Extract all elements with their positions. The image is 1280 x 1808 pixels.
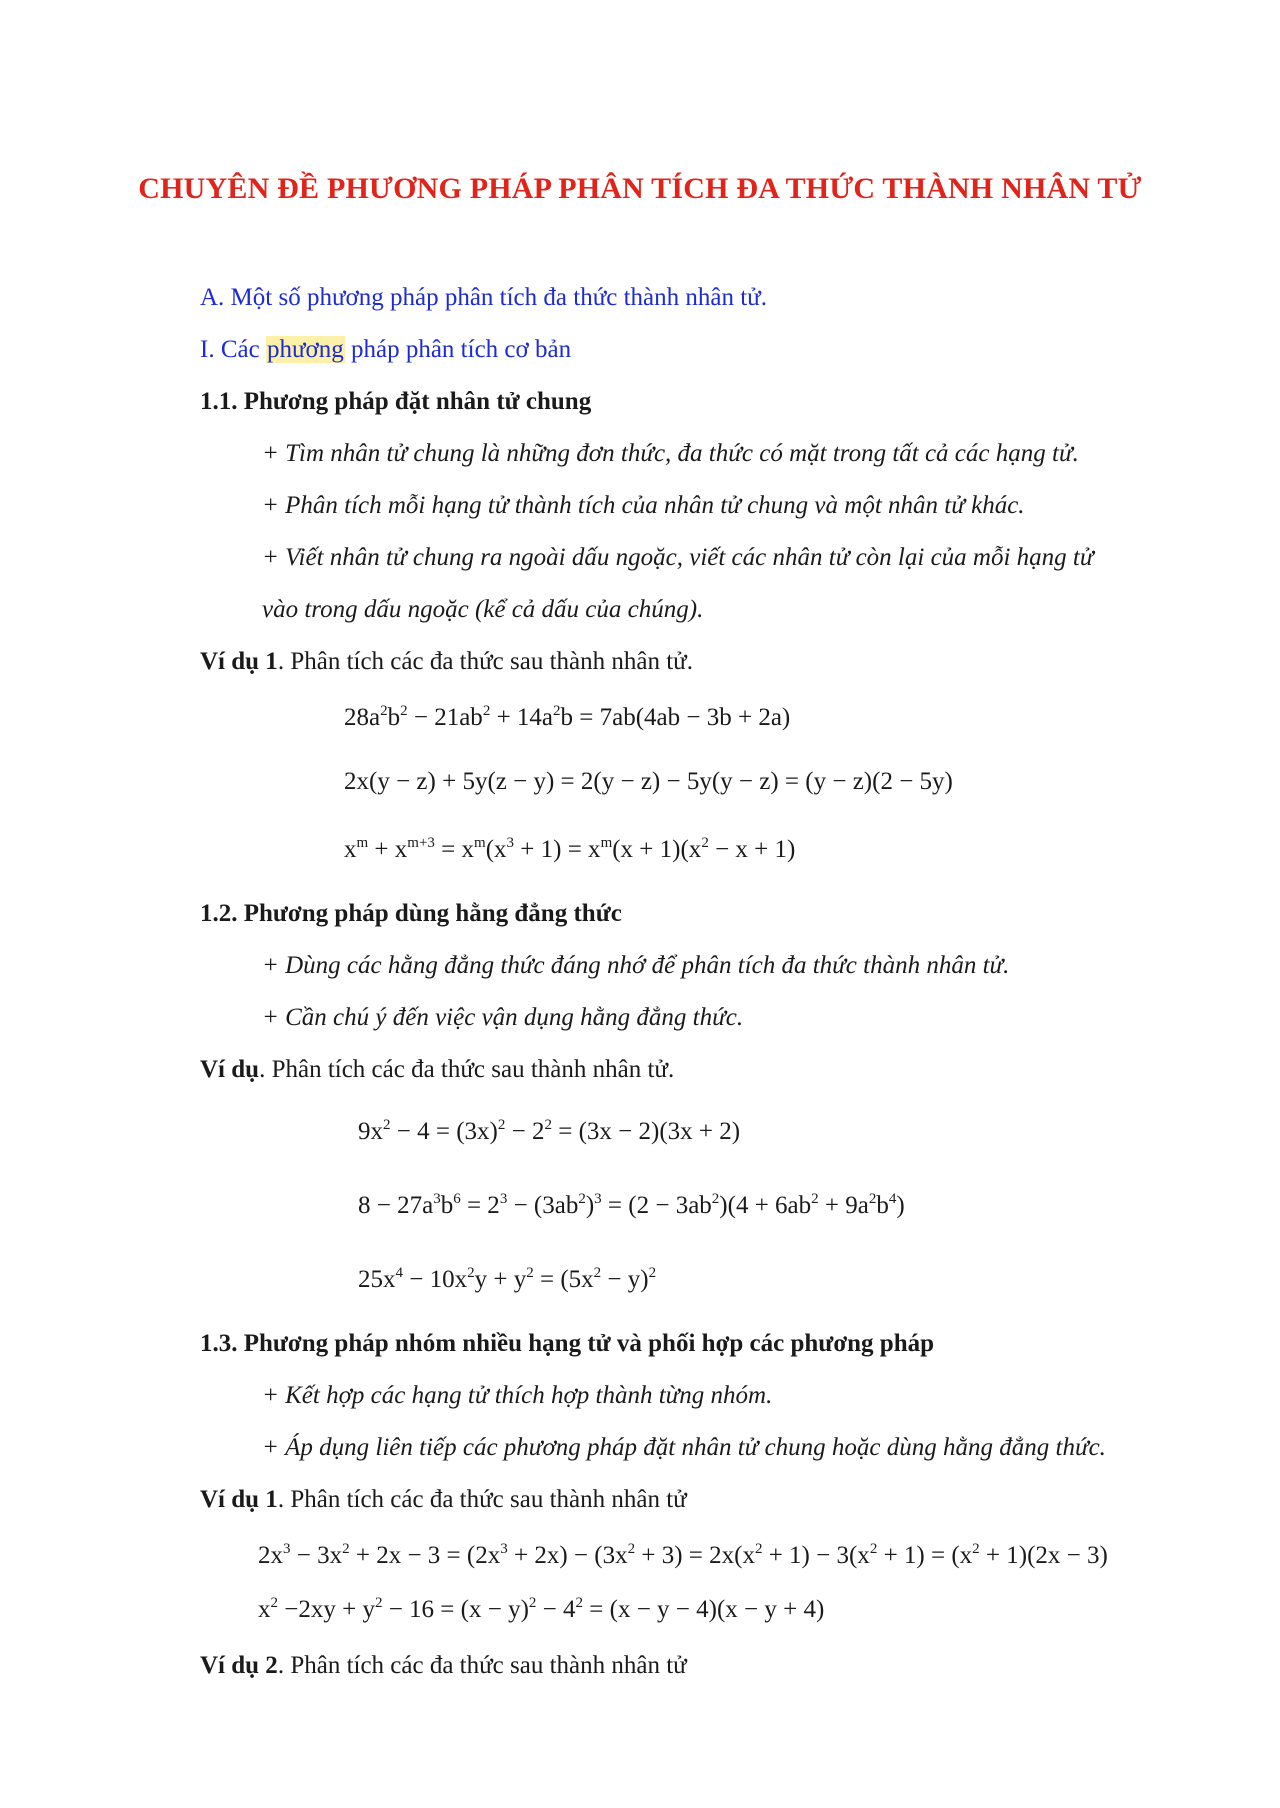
example-label: Ví dụ 2 xyxy=(200,1652,278,1679)
section-1-1-heading: 1.1. Phương pháp đặt nhân tử chung xyxy=(200,388,592,415)
section-a-heading: A. Một số phương pháp phân tích đa thức thành nhân tử. xyxy=(200,284,767,311)
s13-example2-line xyxy=(200,1650,687,1682)
equation: $x^2 -2xy + y^2 - 16 = (x - y)^2 - 4^2 = (x - y - 4)(x - y + 4)$ xyxy=(258,1595,825,1623)
section-i-suffix: pháp phân tích cơ bản xyxy=(344,336,572,363)
s11-example-line xyxy=(200,646,693,678)
s12-example-line xyxy=(200,1054,674,1086)
s13-bullet: + Áp dụng liên tiếp các phương pháp đặt nhân tử chung hoặc dùng hằng đẳng thức. xyxy=(262,1434,1106,1461)
section-i-heading xyxy=(200,334,571,366)
section-1-2-heading: 1.2. Phương pháp dùng hằng đẳng thức xyxy=(200,900,622,927)
s12-bullet: + Cần chú ý đến việc vận dụng hằng đẳng thức. xyxy=(262,1004,744,1031)
s11-bullet: + Tìm nhân tử chung là những đơn thức, đa thức có mặt trong tất cả các hạng tử. xyxy=(262,440,1079,467)
equation: $25x^4 - 10x^2y + y^2 = (5x^2 - y)^2$ xyxy=(358,1265,657,1293)
s12-bullet: + Dùng các hằng đẳng thức đáng nhớ để phân tích đa thức thành nhân tử. xyxy=(262,952,1010,979)
equation: $2x^3 - 3x^2 + 2x - 3 = (2x^3 + 2x) - (3x^2 + 3) = 2x(x^2 + 1) - 3(x^2 + 1) = (x^2 + 1)(2x - 3)$ xyxy=(258,1541,1108,1569)
section-1-3-heading: 1.3. Phương pháp nhóm nhiều hạng tử và phối hợp các phương pháp xyxy=(200,1330,935,1357)
example-text: . Phân tích các đa thức sau thành nhân tử. xyxy=(259,1056,675,1083)
example-label: Ví dụ xyxy=(200,1056,260,1083)
equation: $8 - 27a^3b^6 = 2^3 - (3ab^2)^3 = (2 - 3ab^2)(4 + 6ab^2 + 9a^2b^4)$ xyxy=(358,1191,905,1219)
equation: $9x^2 - 4 = (3x)^2 - 2^2 = (3x - 2)(3x + 2)$ xyxy=(358,1117,741,1145)
equation: $x^m + x^{m+3} = x^m(x^3 + 1) = x^m(x + 1)(x^2 - x + 1)$ xyxy=(344,835,796,863)
equation: $28a^2b^2 - 21ab^2 + 14a^2b = 7ab(4ab - 3b + 2a)$ xyxy=(344,703,791,731)
page-title: CHUYÊN ĐỀ PHƯƠNG PHÁP PHÂN TÍCH ĐA THỨC THÀNH NHÂN TỬ xyxy=(138,172,1142,205)
s11-bullet: + Viết nhân tử chung ra ngoài dấu ngoặc, viết các nhân tử còn lại của mỗi hạng tử xyxy=(262,544,1094,571)
example-label: Ví dụ 1 xyxy=(200,648,278,675)
s11-bullet: vào trong dấu ngoặc (kể cả dấu của chúng). xyxy=(262,596,704,623)
highlighted-word: phương xyxy=(266,336,344,363)
example-label: Ví dụ 1 xyxy=(200,1486,278,1513)
s13-bullet: + Kết hợp các hạng tử thích hợp thành từng nhóm. xyxy=(262,1382,773,1409)
example-text: . Phân tích các đa thức sau thành nhân tử xyxy=(277,1486,687,1513)
example-text: . Phân tích các đa thức sau thành nhân tử xyxy=(277,1652,687,1679)
section-i-prefix: I. Các xyxy=(200,336,266,363)
equation: 2x(y − z) + 5y(z − y) = 2(y − z) − 5y(y − z) = (y − z)(2 − 5y) xyxy=(344,768,953,795)
s11-bullet: + Phân tích mỗi hạng tử thành tích của nhân tử chung và một nhân tử khác. xyxy=(262,492,1025,519)
s13-example1-line xyxy=(200,1484,687,1516)
example-text: . Phân tích các đa thức sau thành nhân tử. xyxy=(277,648,693,675)
